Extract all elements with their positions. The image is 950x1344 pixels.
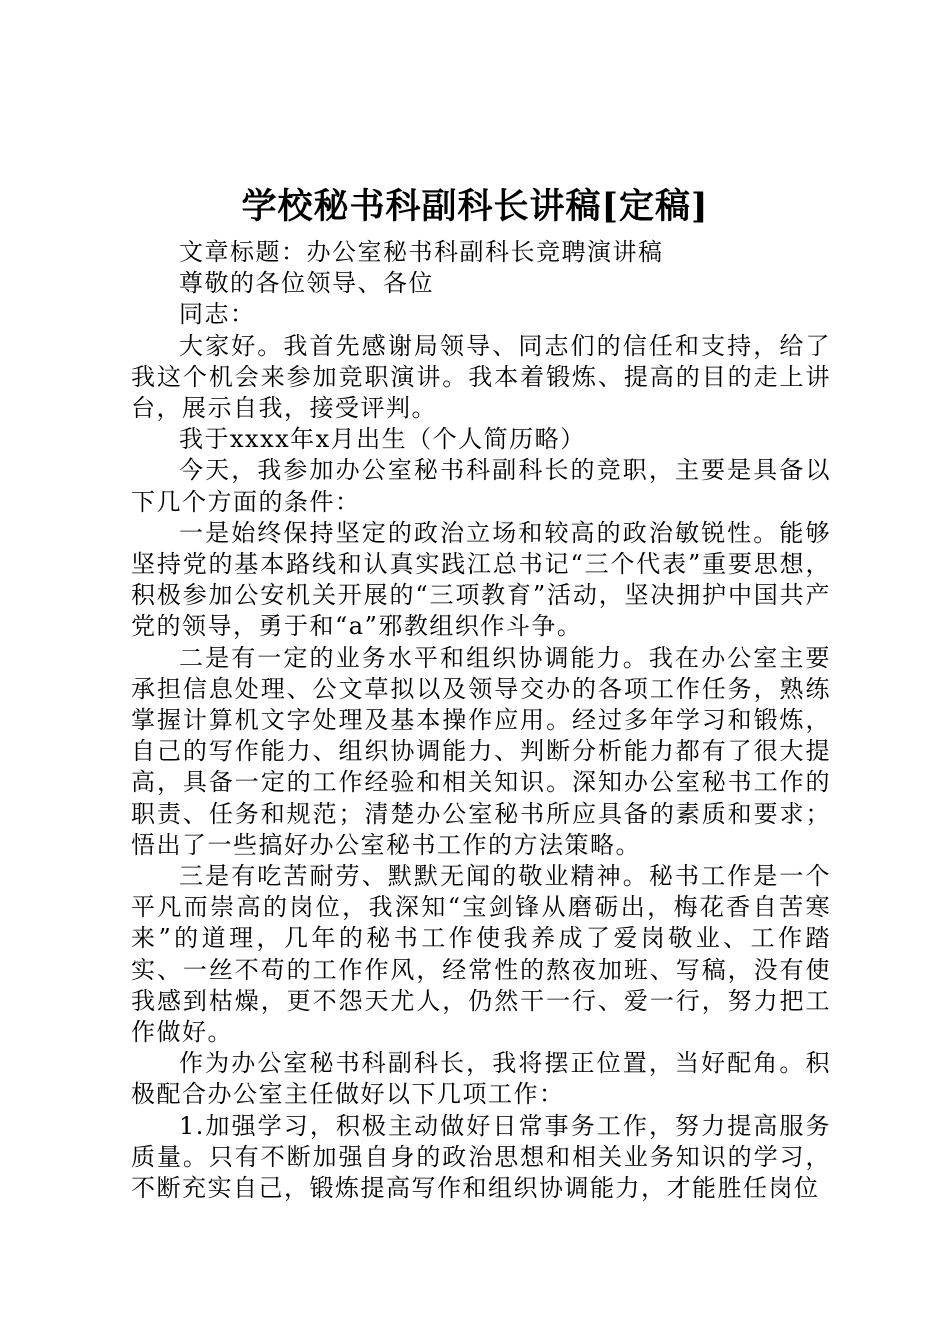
paragraph-point-one: 一是始终保持坚定的政治立场和较高的政治敏锐性。能够坚持党的基本路线和认真实践江总书记“三个代表”重要思想，积极参加公安机关开展的“三项教育”活动，坚决拥护中国共产党的领导，勇于和“a”邪教组织作斗争。: [131, 518, 831, 641]
document-title: 学校秘书科副科长讲稿[定稿]: [241, 186, 709, 227]
paragraph-greeting: 大家好。我首先感谢局领导、同志们的信任和支持，给了我这个机会来参加竞职演讲。我本着锻炼、提高的目的走上讲台，展示自我，接受评判。: [131, 331, 831, 423]
paragraph-birth: 我于xxxx年x月出生（个人简历略）: [179, 425, 586, 454]
paragraph-salutation-cont: 同志：: [179, 300, 256, 329]
paragraph-article-title: 文章标题：办公室秘书科副科长竞聘演讲稿: [179, 238, 664, 266]
paragraph-role: 作为办公室秘书科副科长，我将摆正位置，当好配角。积极配合办公室主任做好以下几项工作：: [131, 1049, 831, 1109]
paragraph-point-three: 三是有吃苦耐劳、默默无闻的敬业精神。秘书工作是一个平凡而崇高的岗位，我深知“宝剑锋从磨砺出，梅花香自苦寒来”的道理，几年的秘书工作使我养成了爱岗敬业、工作踏实、一丝不苟的工作作风，经常性的熬夜加班、写稿，没有使我感到枯燥，更不怨天尤人，仍然干一行、爱一行，努力把工作做好。: [131, 862, 831, 1047]
paragraph-item-one: 1.加强学习，积极主动做好日常事务工作，努力提高服务质量。只有不断加强自身的政治思想和相关业务知识的学习，不断充实自己，锻炼提高写作和组织协调能力，才能胜任岗位: [131, 1111, 831, 1203]
paragraph-intro: 今天，我参加办公室秘书科副科长的竞职，主要是具备以下几个方面的条件：: [131, 456, 831, 516]
paragraph-salutation: 尊敬的各位领导、各位: [179, 269, 434, 298]
document-body: [131, 237, 831, 1204]
paragraph-point-two: 二是有一定的业务水平和组织协调能力。我在办公室主要承担信息处理、公文草拟以及领导交办的各项工作任务，熟练掌握计算机文字处理及基本操作应用。经过多年学习和锻炼，自己的写作能力、组织协调能力、判断分析能力都有了很大提高，具备一定的工作经验和相关知识。深知办公室秘书工作的职责、任务和规范；清楚办公室秘书所应具备的素质和要求；悟出了一些搞好办公室秘书工作的方法策略。: [131, 643, 831, 859]
